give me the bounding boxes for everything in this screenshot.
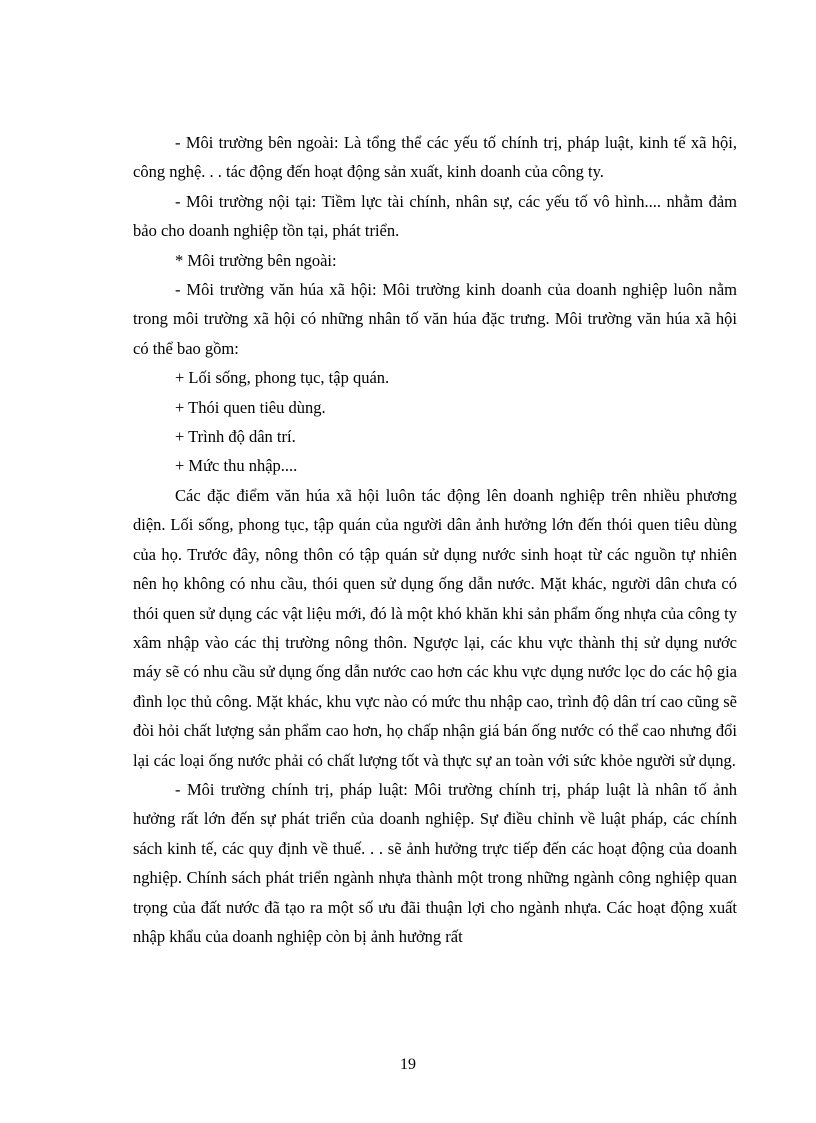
page-number: 19 [400, 1056, 416, 1073]
paragraph-cultural-impact: Các đặc điểm văn húa xã hội luôn tác động lên doanh nghiệp trên nhiều phương diện. Lối sống, phong tục, tập quán của người dân ảnh hưởng lớn đến thói quen tiêu dùng của họ. Trước đây, nông thôn có tập quán sử dụng nước sinh hoạt từ các nguồn tự nhiên nên họ không có nhu cầu, thói quen sử dụng ống dẫn nước. Mặt khác, người dân chưa có thói quen sử dụng các vật liệu mới, đó là một khó khăn khi sản phẩm ống nhựa của công ty xâm nhập vào các thị trường nông thôn. Ngược lại, các khu vực thành thị sử dụng nước máy sẽ có nhu cầu sử dụng ống dẫn nước cao hơn các khu vực dụng nước lọc do các hộ gia đình lọc thủ công. Mặt khác, khu vực nào có mức thu nhập cao, trình độ dân trí cao cũng sẽ đòi hỏi chất lượng sản phẩm cao hơn, họ chấp nhận giá bán ống nước có thể cao nhưng đổi lại các loại ống nước phải có chất lượng tốt và thực sự an toàn với sức khỏe người sử dụng. [133, 485, 737, 770]
paragraph-cultural-social-environment: - Môi trường văn húa xã hội: Môi trường kinh doanh của doanh nghiệp luôn nằm trong môi trường xã hội có những nhân tố văn húa đặc trưng. Môi trường văn húa xã hội có thể bao gồm: [133, 280, 737, 358]
section-heading-external-environment: * Môi trường bên ngoài: [175, 250, 337, 270]
paragraph-political-legal-environment: - Môi trường chính trị, pháp luật: Môi trường chính trị, pháp luật là nhân tố ảnh hưởng rất lớn đến sự phát triển của doanh nghiệp. Sự điều chỉnh về luật pháp, các chính sách kinh tế, các quy định về thuế. . . sẽ ảnh hưởng trực tiếp đến các hoạt động của doanh nghiệp. Chính sách phát triển ngành nhựa thành một trong những ngành công nghiệp quan trọng của đất nước đã tạo ra một số ưu đãi thuận lợi cho ngành nhựa. Các hoạt động xuất nhập khẩu của doanh nghiệp còn bị ảnh hưởng rất [133, 779, 737, 946]
body-text [133, 128, 737, 951]
list-item-income-level: + Mức thu nhập.... [175, 456, 298, 476]
paragraph-internal-environment-definition: - Môi trường nội tại: Tiềm lực tài chính, nhân sự, các yếu tố vô hình.... nhằm đảm bảo cho doanh nghiệp tồn tại, phát triển. [133, 191, 737, 241]
list-item-consumption-habits: + Thói quen tiêu dùng. [175, 397, 326, 417]
list-item-lifestyle: + Lối sống, phong tục, tập quán. [175, 368, 390, 388]
list-item-education-level: + Trình độ dân trí. [175, 427, 296, 447]
paragraph-external-environment-definition: - Môi trường bên ngoài: Là tổng thể các yếu tố chính trị, pháp luật, kinh tế xã hội, công nghệ. . . tác động đến hoạt động sản xuất, kinh doanh của công ty. [133, 133, 737, 182]
